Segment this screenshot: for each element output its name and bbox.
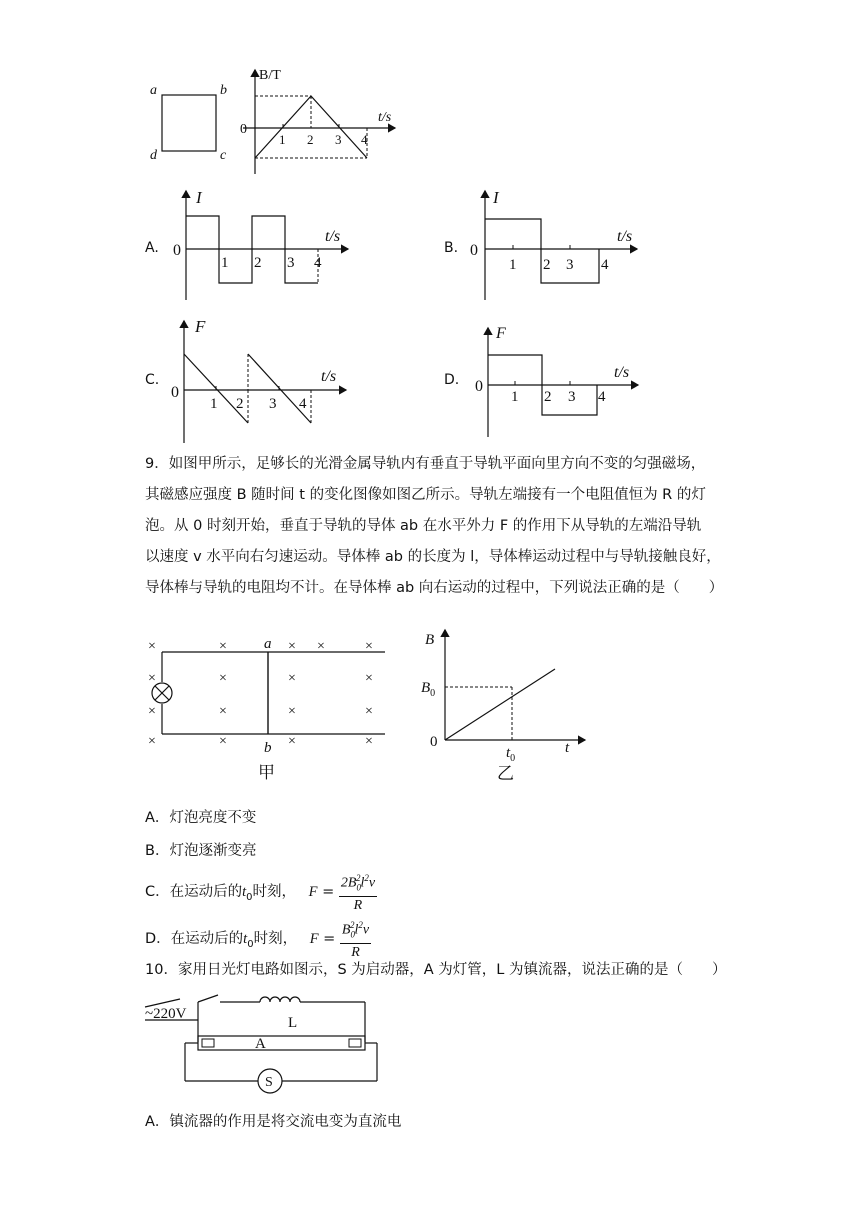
svg-text:×: × <box>148 671 156 686</box>
svg-text:×: × <box>148 704 156 719</box>
yi-x-label: t <box>565 740 570 756</box>
b-tick-1: 1 <box>509 257 517 273</box>
corner-d: d <box>150 148 157 163</box>
a-tick-4: 4 <box>314 255 322 271</box>
b-tick-4: 4 <box>601 257 609 273</box>
q9-question-text <box>145 449 725 604</box>
yi-b0: $B_0$ <box>421 680 436 699</box>
q9-line-2: 其磁感应强度 B 随时间 t 的变化图像如图乙所示。导轨左端接有一个电阻值恒为 R 的灯 <box>145 487 706 503</box>
q9-line-5: 导体棒与导轨的电阻均不计。在导体棒 ab 向右运动的过程中，下列说法正确的是（ ） <box>145 580 724 596</box>
q9-line-1: 9．如图甲所示，足够长的光滑金属导轨内有垂直于导轨平面向里方向不变的匀强磁场， <box>145 456 706 472</box>
c-x-label: t/s <box>321 368 337 385</box>
corner-b: b <box>220 83 227 98</box>
inductor-coil-icon <box>260 997 300 1002</box>
yi-y-label: B <box>425 632 435 648</box>
svg-text:×: × <box>288 704 296 719</box>
a-x-label: t/s <box>325 228 341 245</box>
b-tick-3: 3 <box>566 257 574 273</box>
c-tick-3: 3 <box>269 396 277 412</box>
c-tick-1: 1 <box>210 396 218 412</box>
svg-text:×: × <box>219 734 227 749</box>
svg-text:×: × <box>219 639 227 654</box>
a-origin: 0 <box>173 242 181 259</box>
starter-label: S <box>265 1075 273 1090</box>
rod-end-b: b <box>264 740 272 756</box>
a-y-label: I <box>196 188 202 207</box>
q10-fluorescent-circuit <box>140 992 380 1102</box>
q8-square-loop-figure <box>140 75 250 170</box>
d-tick-2: 2 <box>544 389 552 405</box>
q8-option-a-graph <box>168 183 358 303</box>
a-tick-2: 2 <box>254 255 262 271</box>
q8-bt-graph <box>235 62 405 180</box>
q10-option-a[interactable]: A．镇流器的作用是将交流电变为直流电 <box>145 1114 402 1130</box>
fig-yi-label: 乙 <box>497 764 514 782</box>
b-x-label: t/s <box>617 228 633 245</box>
q10-question-text: 10．家用日光灯电路如图示，S 为启动器，A 为灯管，L 为镇流器，说法正确的是（ ） <box>145 962 727 978</box>
a-tick-3: 3 <box>287 255 295 271</box>
b-tick-2: 2 <box>543 257 551 273</box>
bt-tick-2: 2 <box>307 132 314 147</box>
bt-tick-3: 3 <box>335 132 342 147</box>
q8-option-b-graph <box>465 183 645 303</box>
q9-b-t-graph <box>415 622 595 782</box>
a-tick-1: 1 <box>221 255 229 271</box>
q9-option-d[interactable]: D．在运动后的$t_0$时刻， F = $\frac{B_0^2l^2v}{R}$ <box>145 917 371 961</box>
svg-text:×: × <box>148 639 156 654</box>
q9-option-b[interactable]: B．灯泡逐渐变亮 <box>145 843 257 859</box>
corner-a: a <box>150 83 157 98</box>
svg-text:×: × <box>365 734 373 749</box>
rod-end-a: a <box>264 636 272 652</box>
d-origin: 0 <box>475 378 483 395</box>
c-tick-2: 2 <box>236 396 244 412</box>
d-x-label: t/s <box>614 364 630 381</box>
q8-option-d-graph <box>470 322 645 440</box>
d-tick-4: 4 <box>598 389 606 405</box>
svg-text:×: × <box>219 704 227 719</box>
q8-option-a-letter: A. <box>145 240 159 256</box>
d-tick-3: 3 <box>568 389 576 405</box>
q8-option-d-letter: D. <box>444 372 460 388</box>
svg-text:×: × <box>148 734 156 749</box>
b-origin: 0 <box>470 242 478 259</box>
svg-text:×: × <box>365 704 373 719</box>
bt-tick-4: 4 <box>361 132 368 147</box>
svg-text:×: × <box>317 639 325 654</box>
q8-option-b-letter: B. <box>444 240 459 256</box>
d-y-label: F <box>496 325 506 342</box>
q9-c-fraction: $\frac{2B_0^2l^2v}{R}$ <box>339 870 377 914</box>
q9-option-c[interactable]: C．在运动后的$t_0$时刻， F = $\frac{2B_0^2l^2v}{R}$ <box>145 870 377 914</box>
q9-option-a[interactable]: A．灯泡亮度不变 <box>145 810 257 826</box>
fig-jia-label: 甲 <box>258 763 275 782</box>
source-label: ~220V <box>145 1006 187 1022</box>
q9-rail-circuit-figure <box>140 630 400 785</box>
svg-text:×: × <box>288 671 296 686</box>
svg-text:×: × <box>288 639 296 654</box>
q9-d-fraction: $\frac{B_0^2l^2v}{R}$ <box>340 917 371 961</box>
bt-tick-1: 1 <box>279 132 286 147</box>
c-origin: 0 <box>171 384 179 401</box>
svg-text:×: × <box>365 639 373 654</box>
q9-line-3: 泡。从 0 时刻开始，垂直于导轨的导体 ab 在水平外力 F 的作用下从导轨的左端沿导轨 <box>145 518 702 534</box>
bt-origin: 0 <box>240 122 247 137</box>
inductor-label: L <box>288 1015 298 1031</box>
lamp-icon <box>152 683 172 703</box>
svg-text:×: × <box>288 734 296 749</box>
q9-line-4: 以速度 v 水平向右匀速运动。导体棒 ab 的长度为 l，导体棒运动过程中与导轨接触良好， <box>145 549 721 565</box>
q8-option-c-graph <box>168 313 353 445</box>
svg-text:×: × <box>219 671 227 686</box>
tube-label: A <box>255 1036 266 1052</box>
corner-c: c <box>220 148 227 163</box>
q8-option-c-letter: C. <box>145 372 160 388</box>
bt-y-label: B/T <box>259 68 281 83</box>
yi-origin: 0 <box>430 734 438 750</box>
c-y-label: F <box>195 317 206 336</box>
bt-x-label: t/s <box>378 110 392 125</box>
d-tick-1: 1 <box>511 389 519 405</box>
yi-t0: $t_0$ <box>506 745 516 764</box>
b-y-label: I <box>493 188 499 207</box>
magnetic-field-crosses <box>148 639 373 749</box>
c-tick-4: 4 <box>299 396 307 412</box>
svg-text:×: × <box>365 671 373 686</box>
